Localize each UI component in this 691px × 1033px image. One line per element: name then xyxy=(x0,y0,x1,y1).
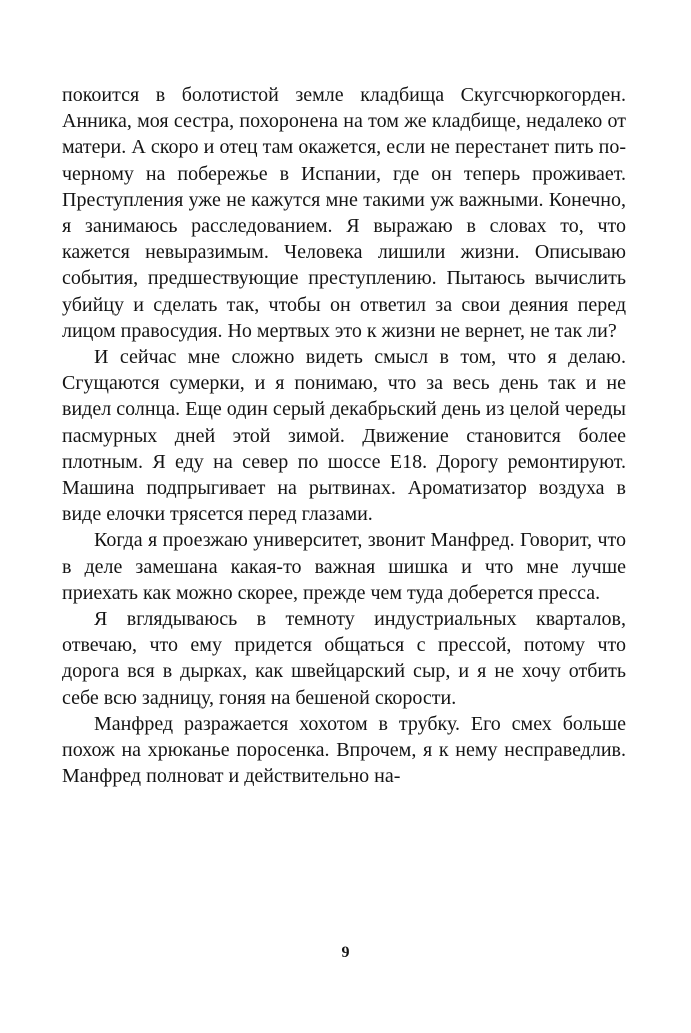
page-body xyxy=(62,82,626,789)
paragraph-2: И сейчас мне сложно видеть смысл в том, что я делаю. Сгущаются сумерки, и я понимаю, что за весь день так и не видел солнца. Еще один серый декабрьский день из целой череды пасмурных дней этой зимой. Движение становится более плотным. Я еду на север по шоссе E18. Дорогу ремонтируют. Машина подпрыгивает на рытвинах. Ароматизатор воздуха в виде елочки трясется перед глазами. xyxy=(62,346,626,526)
paragraph-4: Я вглядываюсь в темноту индустриальных кварталов, отвечаю, что ему придется общаться с прессой, потому что дорога вся в дырках, как швейцарский сыр, и я не хочу отбить себе всю задницу, гоняя на бешеной скорости. xyxy=(62,608,626,709)
paragraph-3: Когда я проезжаю университет, звонит Манфред. Говорит, что в деле замешана какая-то важная шишка и что мне лучше приехать как можно скорее, прежде чем туда доберется пресса. xyxy=(62,529,626,604)
paragraph-1: покоится в болотистой земле кладбища Скугсчюркогорден. Анника, моя сестра, похоронена на том же кладбище, недалеко от матери. А скоро и отец там окажется, если не перестанет пить по-черному на побережье в Испании, где он теперь проживает. Преступления уже не кажутся мне такими уж важными. Конечно, я занимаюсь расследованием. Я выражаю в словах то, что кажется невыразимым. Человека лишили жизни. Описываю события, предшествующие преступлению. Пытаюсь вычислить убийцу и сделать так, чтобы он ответил за свои деяния перед лицом правосудия. Но мертвых это к жизни не вернет, не так ли? xyxy=(62,84,626,342)
paragraph-5: Манфред разражается хохотом в трубку. Его смех больше похож на хрюканье поросенка. Впрочем, я к нему несправедлив. Манфред полноват и действительно на- xyxy=(62,712,626,788)
page-number: 9 xyxy=(341,944,350,961)
